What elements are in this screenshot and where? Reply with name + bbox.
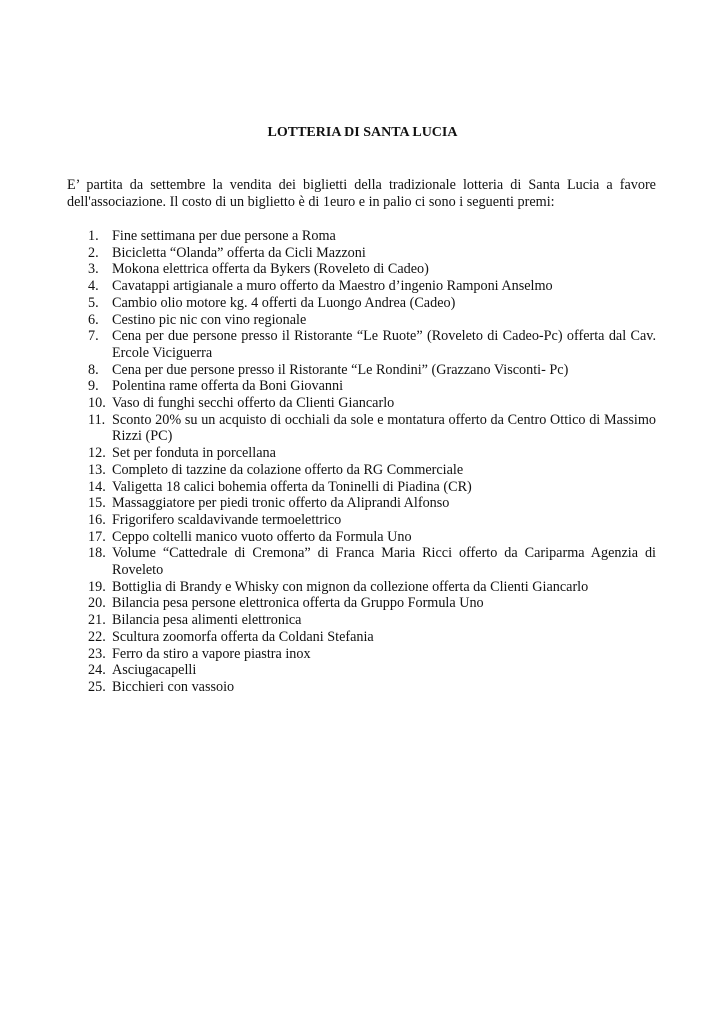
prize-item [67, 445, 656, 462]
prize-item [67, 495, 656, 512]
prize-text: Completo di tazzine da colazione offerto da RG Commerciale [112, 461, 464, 478]
prize-text: Frigorifero scaldavivande termoelettrico [112, 511, 342, 528]
prize-number: 3. [88, 261, 99, 278]
prize-text: Volume “Cattedrale di Cremona” di Franca Maria Ricci offerto da Cariparma Agenzia di Roveleto [112, 545, 656, 579]
prize-text: Bicchieri con vassoio [112, 678, 235, 695]
document-title: LOTTERIA DI SANTA LUCIA [267, 125, 458, 140]
prize-text: Cena per due persone presso il Ristorante “Le Ruote” (Roveleto di Cadeo-Pc) offerta dal Cav. Ercole Viciguerra [112, 328, 656, 361]
prize-text: Cestino pic nic con vino regionale [112, 311, 307, 328]
prize-text: Sconto 20% su un acquisto di occhiali da sole e montatura offerto da Centro Ottico di Massimo Rizzi (PC) [112, 411, 656, 445]
prize-item [67, 412, 656, 445]
prize-item [67, 595, 656, 612]
prize-item [67, 378, 656, 395]
prize-item [67, 479, 656, 496]
prize-number: 2. [88, 244, 99, 261]
prize-text: Cavatappi artigianale a muro offerto da Maestro d’ingenio Ramponi Anselmo [112, 278, 553, 295]
prize-item [67, 295, 656, 312]
prize-text: Set per fonduta in porcellana [112, 445, 276, 462]
prize-text: Scultura zoomorfa offerta da Coldani Stefania [112, 628, 374, 645]
prize-number: 9. [88, 378, 99, 395]
prize-item [67, 328, 656, 361]
prize-item [67, 362, 656, 379]
prize-text: Bilancia pesa alimenti elettronica [112, 612, 302, 629]
prize-item [67, 228, 656, 245]
prize-text: Bicicletta “Olanda” offerta da Cicli Mazzoni [112, 244, 366, 261]
prize-number: 24. [88, 662, 106, 679]
prize-text: Cambio olio motore kg. 4 offerti da Luongo Andrea (Cadeo) [112, 294, 456, 311]
prize-text: Vaso di funghi secchi offerto da Clienti Giancarlo [112, 395, 395, 412]
prize-item [67, 278, 656, 295]
prize-number: 12. [88, 445, 106, 462]
prize-number: 20. [88, 595, 106, 612]
prize-number: 13. [88, 461, 106, 478]
prize-item [67, 545, 656, 578]
prize-text: Massaggiatore per piedi tronic offerto da Aliprandi Alfonso [112, 495, 450, 512]
prize-text: Bottiglia di Brandy e Whisky con mignon da collezione offerta da Clienti Giancarlo [112, 578, 589, 595]
prize-number: 11. [88, 411, 106, 428]
prize-item [67, 629, 656, 646]
prize-number: 8. [88, 361, 99, 378]
prize-item [67, 679, 656, 696]
prize-number: 7. [88, 328, 99, 345]
prize-item [67, 646, 656, 663]
prize-number: 25. [88, 678, 106, 695]
prize-number: 16. [88, 511, 106, 528]
prize-number: 1. [88, 228, 99, 244]
prize-number: 14. [88, 478, 106, 495]
prize-item [67, 612, 656, 629]
prize-item [67, 395, 656, 412]
prize-number: 15. [88, 495, 106, 512]
prize-item [67, 662, 656, 679]
prize-text: Mokona elettrica offerta da Bykers (Roveleto di Cadeo) [112, 261, 429, 278]
prize-text: Cena per due persone presso il Ristorante “Le Rondini” (Grazzano Visconti- Pc) [112, 361, 569, 378]
prize-number: 21. [88, 612, 106, 629]
prize-number: 10. [88, 395, 106, 412]
prize-text: Ferro da stiro a vapore piastra inox [112, 645, 311, 662]
prize-item [67, 245, 656, 262]
intro-paragraph: E’ partita da settembre la vendita dei biglietti della tradizionale lotteria di Santa Lucia a favore dell'associazione. Il costo di un biglietto è di 1euro e in palio ci sono i seguenti premi: [67, 177, 656, 210]
prize-item [67, 579, 656, 596]
prize-number: 23. [88, 645, 106, 662]
prize-number: 19. [88, 578, 106, 595]
prize-text: Ceppo coltelli manico vuoto offerto da Formula Uno [112, 528, 412, 545]
prize-number: 5. [88, 294, 99, 311]
prize-number: 18. [88, 545, 106, 562]
prize-list [67, 228, 656, 696]
prize-text: Bilancia pesa persone elettronica offerta da Gruppo Formula Uno [112, 595, 484, 612]
prize-item [67, 462, 656, 479]
prize-number: 4. [88, 278, 99, 295]
prize-text: Polentina rame offerta da Boni Giovanni [112, 378, 344, 395]
prize-text: Fine settimana per due persone a Roma [112, 228, 336, 244]
prize-text: Asciugacapelli [112, 662, 197, 679]
prize-number: 6. [88, 311, 99, 328]
prize-item [67, 529, 656, 546]
prize-text: Valigetta 18 calici bohemia offerta da Toninelli di Piadina (CR) [112, 478, 472, 495]
prize-number: 17. [88, 528, 106, 545]
prize-item [67, 312, 656, 329]
prize-number: 22. [88, 628, 106, 645]
prize-item [67, 512, 656, 529]
prize-item [67, 261, 656, 278]
